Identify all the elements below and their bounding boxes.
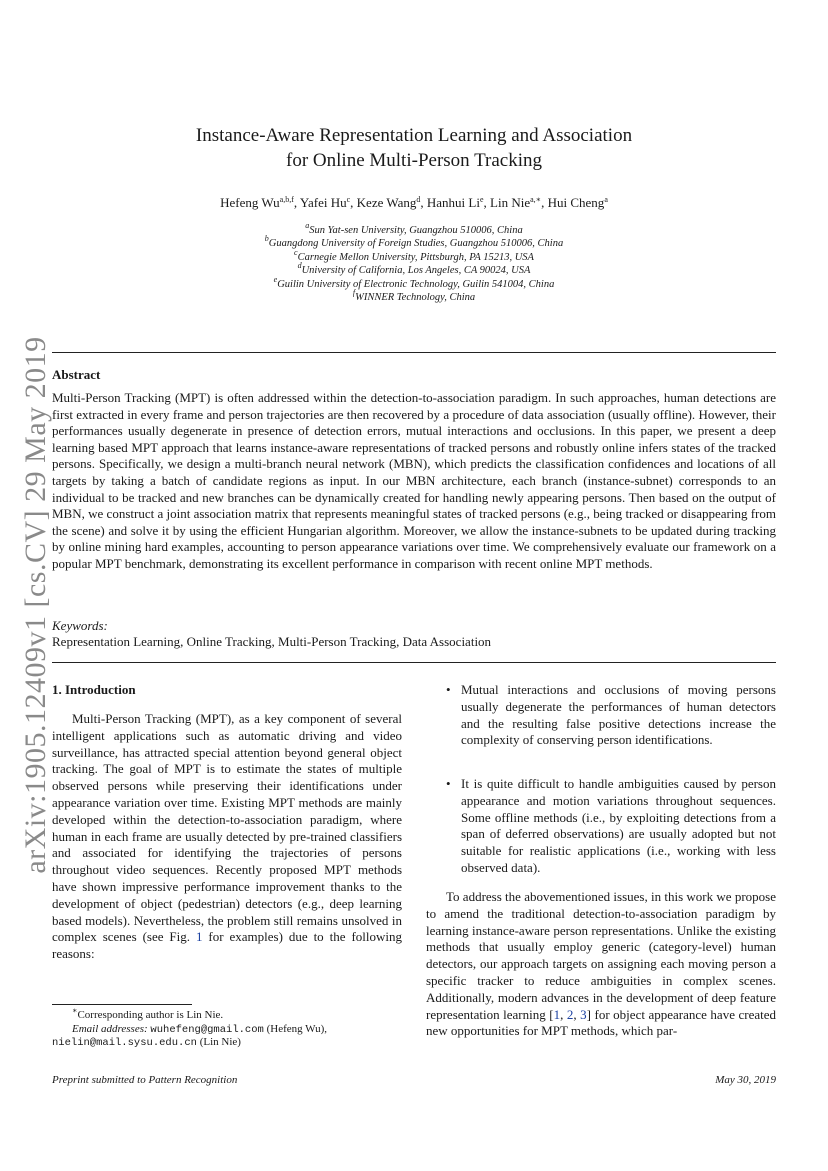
keywords-heading: Keywords: [52,618,108,633]
author: Hanhui Li$^e$, [426,195,491,210]
affiliation: $^e$Guilin University of Electronic Technology, Guilin 541004, China [273,274,555,290]
email-link[interactable]: nielin@mail.sysu.edu.cn [52,1037,197,1049]
bullet-item [446,682,776,749]
author: Lin Nie$^{a,∗}$, [490,195,548,210]
figure-reference-link[interactable]: 1 [195,929,203,945]
email-link[interactable]: wuhefeng@gmail.com [150,1024,264,1036]
paper-title [0,123,828,173]
affiliation: $^c$Carnegie Mellon University, Pittsburgh, PA 15213, USA [294,247,534,263]
affiliation: $^a$Sun Yat-sen University, Guangzhou 510006, China [305,221,523,236]
section-heading-introduction: 1. Introduction [52,682,136,697]
affiliation-list [0,221,828,304]
footnote-corresponding-author: ∗Corresponding author is Lin Nie. [72,1006,224,1021]
affiliation: $^f$WINNER Technology, China [352,288,476,304]
arxiv-identifier-stamp: arXiv:1905.12409v1 [cs.CV] 29 May 2019 [19,336,52,874]
footer-preprint-note: Preprint submitted to Pattern Recognition [52,1074,238,1086]
footnote-emails: Email addresses: wuhefeng@gmail.com (Hefeng Wu), [72,1023,328,1036]
footnote-rule [52,1004,192,1005]
abstract-top-rule [52,352,776,353]
bullet-text: Mutual interactions and occlusions of moving persons usually degenerate the performances of human detectors and the resulting false positive detections increase the complexity of conserving person identifications. [461,682,776,748]
author: Hui Cheng$^a$ [547,195,608,210]
title-line-1: Instance-Aware Representation Learning and Association [195,125,633,146]
bullet-text: It is quite difficult to handle ambiguities caused by person appearance and motion variations throughout sequences. Some offline methods (i.e., by exploiting detections from a span of deferred observations) are usually adopted but not suitable for realistic applications (i.e., working with less observed data). [461,776,776,875]
bullet-icon: • [446,776,451,791]
footer-date: May 30, 2019 [715,1074,776,1086]
abstract-heading: Abstract [52,367,101,382]
citation-link[interactable]: 3 [580,1006,587,1022]
bullet-item [446,776,776,877]
affiliation: $^d$University of California, Los Angeles, CA 90024, USA [297,261,531,277]
citation-link[interactable]: 1 [553,1006,561,1022]
abstract-bottom-rule [52,662,776,663]
abstract-text: Multi-Person Tracking (MPT) is often addressed within the detection-to-association paradigm. In such approaches, human detections are first extracted in every frame and person trajectories are then recovered by a procedure of data association (usually offline). However, their performances usually degenerate in presence of detection errors, mutual interactions and occlusions. In this paper, we present a deep learning based MPT approach that learns instance-aware representations of tracked persons and robustly online infers states of the tracked persons. Specifically, we design a multi-branch neural network (MBN), which predicts the classification confidences and locations of all targets by taking a batch of candidate regions as input. In our MBN architecture, each branch (instance-subnet) corresponds to an individual to be tracked and new branches can be dynamically created for handling newly appearing persons. Then based on the output of MBN, we construct a joint association matrix that represents meaningful states of tracked persons (e.g., being tracked or disappearing from the scene) and solve it by using the efficient Hungarian algorithm. Moreover, we allow the instance-subnets to be updated during tracking by online mining hard examples, accounting to person appearance variations over time. We comprehensively evaluate our framework on a popular MPT benchmark, demonstrating its excellent performance in comparison with recent online MPT methods. [52,390,776,571]
intro-paragraph: Multi-Person Tracking (MPT), as a key component of several intelligent applications such as automatic driving and video surveillance, has attracted special attention beyond general object tracking. The goal of MPT is to estimate the states of multiple observed persons while preserving their identifications under appearance variation over time. Existing MPT methods are mainly developed within the detection-to-association paradigm, where human in each frame are usually detected by pre-trained classifiers and associated for identifying the trajectories of persons throughout video sequences. Recently proposed MPT methods have shown impressive performance improvement thanks to the development of object (pedestrian) detectors (e.g., deep learning based models). Nevertheless, the problem still remains unsolved in complex scenes (see Fig. 1 for examples) due to the following reasons: [52,711,402,962]
approach-paragraph: To address the abovementioned issues, in this work we propose to amend the traditional detection-to-association paradigm by learning instance-aware person representations. Unlike the existing methods that usually employ generic (category-level) human detectors, our approach targets on assigning each moving person a specific tracker to reduce ambiguities in complex scenes. Additionally, modern advances in the development of deep feature representation learning [1, 2, 3] for object appearance have created new opportunities for MPT methods, which par- [426,889,777,1039]
author: Keze Wang$^d$, [356,195,427,210]
keywords-list: Representation Learning, Online Tracking, Multi-Person Tracking, Data Association [52,634,492,649]
author: Yafei Hu$^c$, [299,195,357,210]
affiliation: $^b$Guangdong University of Foreign Studies, Guangzhou 510006, China [264,234,564,250]
bullet-icon: • [446,682,451,697]
citation-link[interactable]: 2 [566,1006,574,1022]
author: Hefeng Wu$^{a,b,f}$, [220,195,300,210]
footnote-emails-continued: nielin@mail.sysu.edu.cn (Lin Nie) [52,1036,241,1049]
author-list [0,195,828,211]
title-line-2: for Online Multi-Person Tracking [286,150,542,171]
